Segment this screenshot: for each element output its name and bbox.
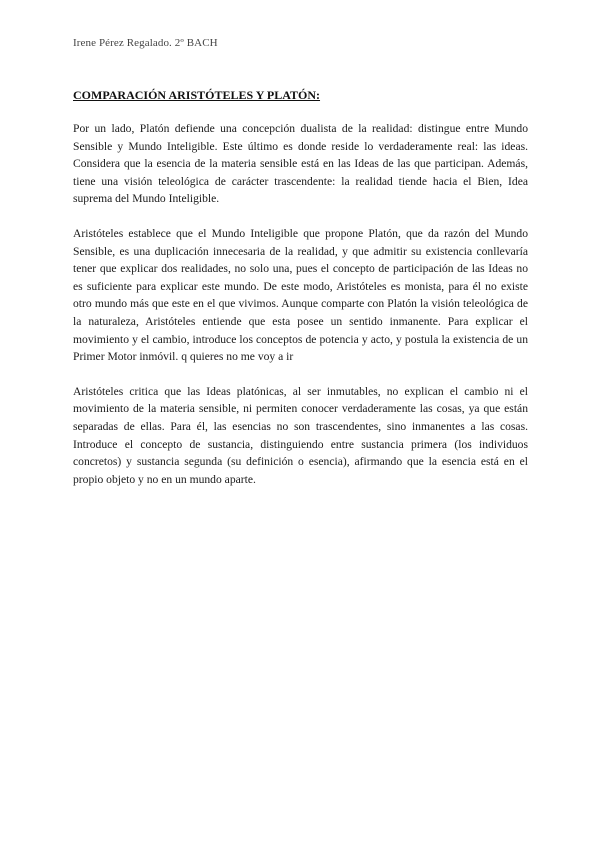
paragraph-3: Aristóteles critica que las Ideas platónicas, al ser inmutables, no explican el cambio ni el movimiento de la materia sensible, ni permiten conocer verdaderamente las cosas, ya que están separadas de ellas. Para él, las esencias no son trascendentes, sino inmanentes a las cosas. Introduce el concepto de sustancia, distinguiendo entre sustancia primera (los individuos concretos) y sustancia segunda (su definición o esencia), afirmando que la esencia está en el propio objeto y no en un mundo aparte. — [73, 384, 528, 486]
paragraph-2: Aristóteles establece que el Mundo Inteligible que propone Platón, que da razón del Mundo Sensible, es una duplicación innecesaria de la realidad, y que admitir su existencia conllevaría tener que explicar dos realidades, no solo una, pues el concepto de participación de las Ideas no es suficiente para explicar este mundo. De este modo, Aristóteles es monista, para él no existe otro mundo más que este en el que vivimos. Aunque comparte con Platón la visión teleológica de la naturaleza, Aristóteles entiende que esta posee un sentido inmanente. Para explicar el movimiento y el cambio, introduce los conceptos de potencia y acto, y postula la existencia de un Primer Motor inmóvil. q quieres no me voy a ir — [73, 226, 528, 364]
page-header: Irene Pérez Regalado. 2º BACH — [73, 37, 218, 49]
document-body — [73, 120, 528, 505]
paragraph-1: Por un lado, Platón defiende una concepción dualista de la realidad: distingue entre Mundo Sensible y Mundo Inteligible. Este último es donde reside lo verdaderamente real: las ideas. Considera que la esencia de la materia sensible está en las Ideas de las que participan. Además, tiene una visión teleológica de carácter trascendente: la realidad tiende hacia el Bien, Idea suprema del Mundo Inteligible. — [73, 122, 528, 206]
document-title: COMPARACIÓN ARISTÓTELES Y PLATÓN: — [73, 88, 321, 102]
